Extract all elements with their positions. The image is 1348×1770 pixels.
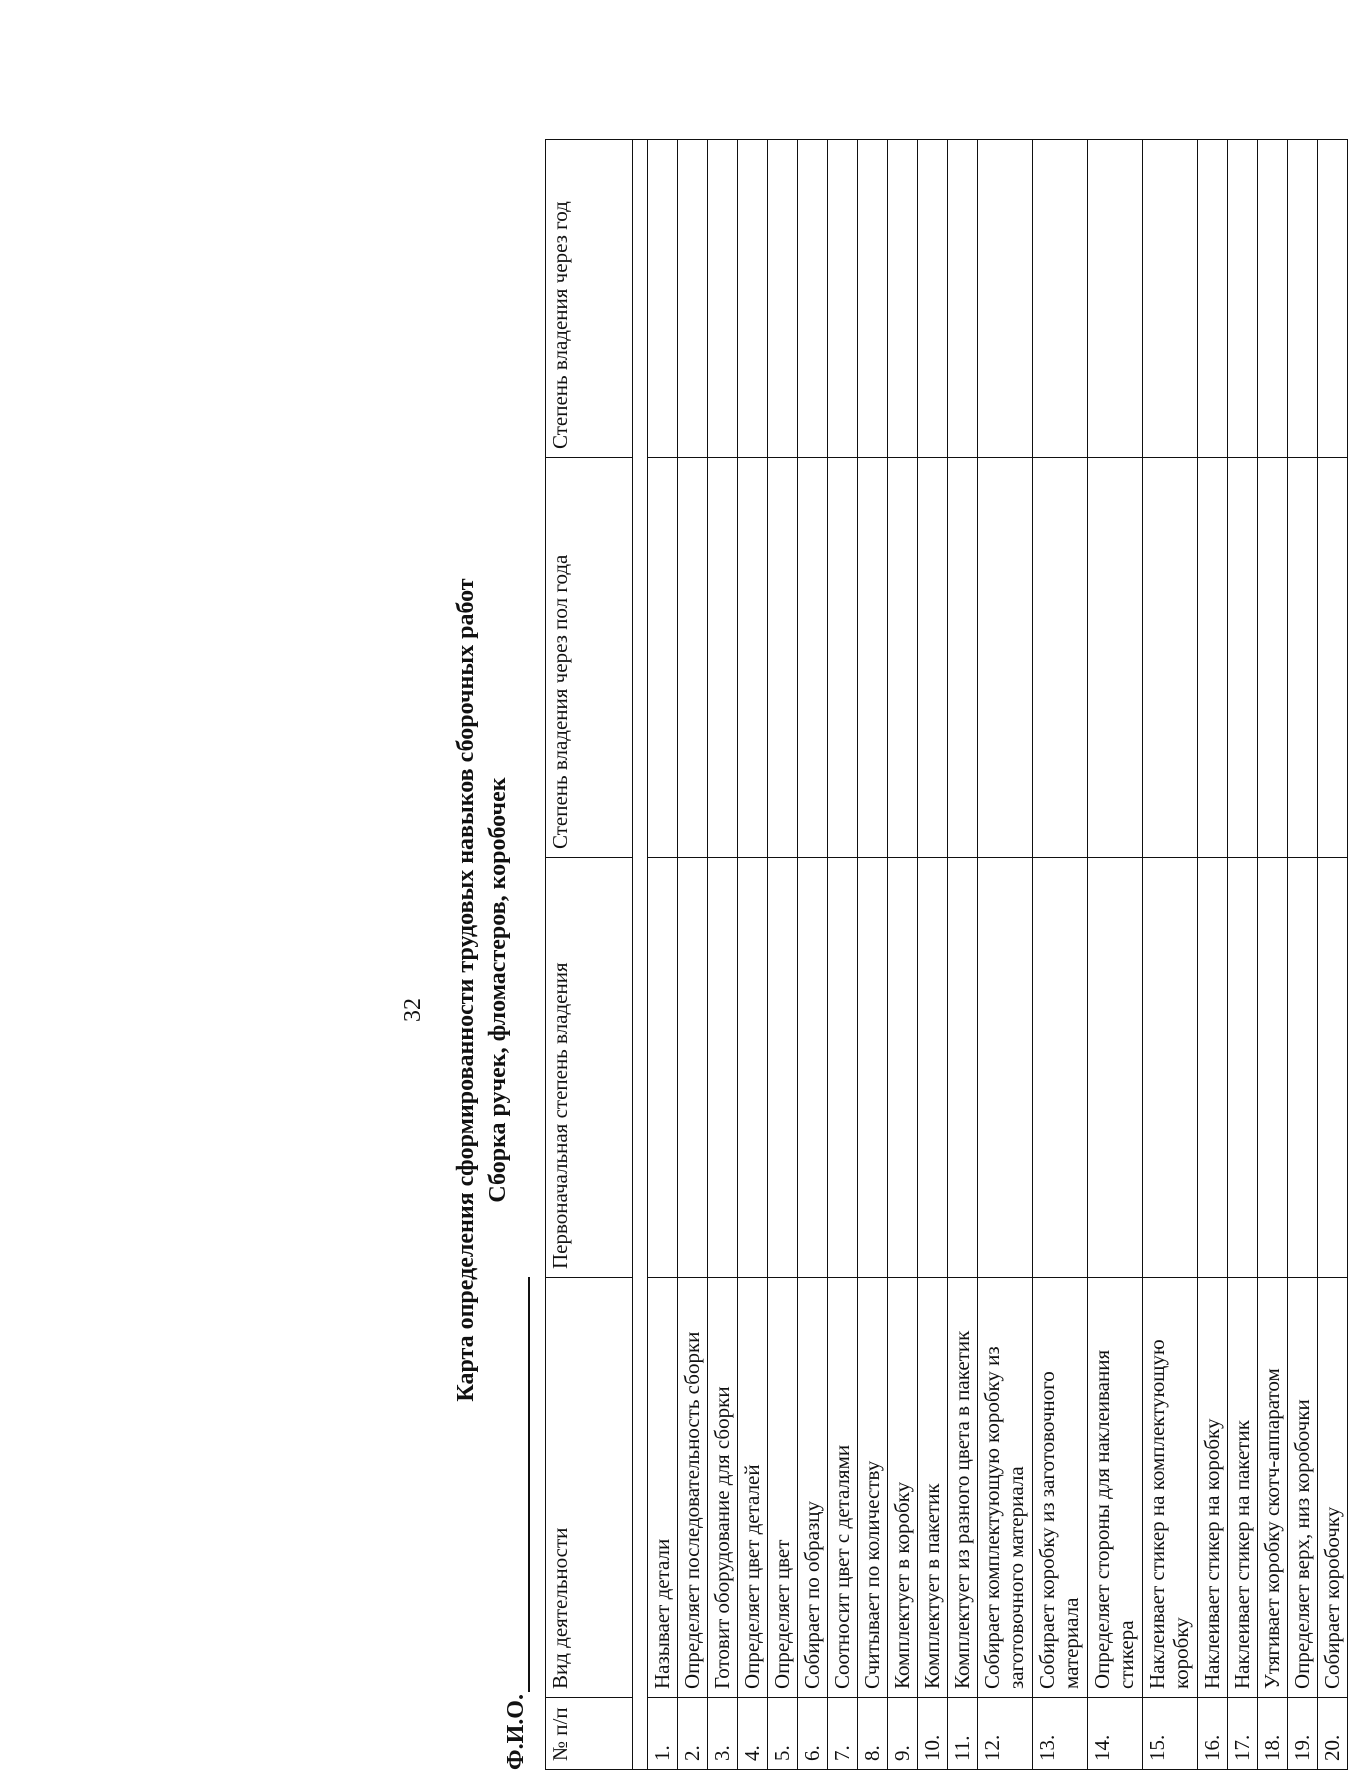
cell-half-year xyxy=(678,458,708,858)
cell-year xyxy=(1198,140,1228,458)
table-row xyxy=(678,140,708,1770)
table-row xyxy=(738,140,768,1770)
table-row xyxy=(1088,140,1143,1770)
cell-half-year xyxy=(1228,458,1258,858)
table-row xyxy=(633,140,648,1770)
row-num: 13. xyxy=(1033,1698,1088,1770)
cell-year xyxy=(708,140,738,458)
fio-field xyxy=(500,1277,530,1770)
table-row xyxy=(798,140,828,1770)
row-num: 19. xyxy=(1288,1698,1318,1770)
row-activity: Комплектует в коробку xyxy=(888,1278,918,1698)
table-row xyxy=(708,140,738,1770)
cell-year xyxy=(1033,140,1088,458)
cell-initial xyxy=(1198,858,1228,1278)
table-row xyxy=(858,140,888,1770)
cell-initial xyxy=(918,858,948,1278)
cell-half-year xyxy=(978,458,1033,858)
cell-year xyxy=(738,140,768,458)
cell-half-year xyxy=(648,458,678,858)
row-num: 3. xyxy=(708,1698,738,1770)
table-header-row xyxy=(546,140,633,1770)
cell-year xyxy=(888,140,918,458)
cell-initial xyxy=(708,858,738,1278)
table-row xyxy=(978,140,1033,1770)
cell-initial xyxy=(738,858,768,1278)
table-row xyxy=(1198,140,1228,1770)
cell-half-year xyxy=(888,458,918,858)
header-activity: Вид деятельности xyxy=(546,1278,633,1698)
table-row xyxy=(828,140,858,1770)
cell-half-year xyxy=(828,458,858,858)
row-num: 14. xyxy=(1088,1698,1143,1770)
table-row xyxy=(648,140,678,1770)
cell-initial xyxy=(768,858,798,1278)
cell-half-year xyxy=(1258,458,1288,858)
row-num: 16. xyxy=(1198,1698,1228,1770)
row-num: 8. xyxy=(858,1698,888,1770)
cell-initial xyxy=(1088,858,1143,1278)
page-subtitle: Сборка ручек, фломастеров, коробочек xyxy=(485,777,511,1203)
cell-year xyxy=(1228,140,1258,458)
table-row xyxy=(948,140,978,1770)
row-num: 4. xyxy=(738,1698,768,1770)
fio-label: Ф.И.О. xyxy=(503,1694,529,1770)
cell-year xyxy=(948,140,978,458)
cell-initial xyxy=(1228,858,1258,1278)
cell-year xyxy=(798,140,828,458)
row-activity: Называет детали xyxy=(648,1278,678,1698)
cell-initial xyxy=(888,858,918,1278)
cell-initial xyxy=(1143,858,1198,1278)
cell-half-year xyxy=(918,458,948,858)
table-row xyxy=(1228,140,1258,1770)
cell-initial xyxy=(1033,858,1088,1278)
rotated-page xyxy=(270,140,1344,1770)
cell-year xyxy=(678,140,708,458)
header-num: № п/п xyxy=(546,1698,633,1770)
row-num: 17. xyxy=(1228,1698,1258,1770)
table-row xyxy=(1318,140,1348,1770)
row-num: 10. xyxy=(918,1698,948,1770)
cell-half-year xyxy=(798,458,828,858)
cell-initial xyxy=(648,858,678,1278)
cell-half-year xyxy=(1143,458,1198,858)
row-activity: Готовит оборудование для сборки xyxy=(708,1278,738,1698)
table-row xyxy=(1143,140,1198,1770)
table-row xyxy=(888,140,918,1770)
row-num: 12. xyxy=(978,1698,1033,1770)
row-activity: Наклеивает стикер на комплектующую коробку xyxy=(1143,1278,1198,1698)
cell-year xyxy=(978,140,1033,458)
cell-half-year xyxy=(1318,458,1348,858)
row-activity: Наклеивает стикер на коробку xyxy=(1198,1278,1228,1698)
header-half-year: Степень владения через пол года xyxy=(546,458,633,858)
row-num: 2. xyxy=(678,1698,708,1770)
skills-table xyxy=(545,139,1348,1770)
cell-year xyxy=(918,140,948,458)
row-activity: Определяет цвет деталей xyxy=(738,1278,768,1698)
row-activity: Определяет последовательность сборки xyxy=(678,1278,708,1698)
page-title: Карта определения сформированности трудовых навыков сборочных работ xyxy=(453,578,479,1402)
row-activity: Собирает комплектующую коробку из заготовочного материала xyxy=(978,1278,1033,1698)
cell-year xyxy=(1143,140,1198,458)
cell-year xyxy=(1318,140,1348,458)
cell-initial xyxy=(1318,858,1348,1278)
row-num: 1. xyxy=(648,1698,678,1770)
cell-year xyxy=(1288,140,1318,458)
row-activity: Считывает по количеству xyxy=(858,1278,888,1698)
row-activity: Определяет цвет xyxy=(768,1278,798,1698)
cell-year xyxy=(1088,140,1143,458)
row-activity: Собирает коробку из заготовочного материала xyxy=(1033,1278,1088,1698)
row-num: 15. xyxy=(1143,1698,1198,1770)
cell-half-year xyxy=(738,458,768,858)
table-row xyxy=(1288,140,1318,1770)
cell-half-year xyxy=(948,458,978,858)
spacer-cell xyxy=(633,140,648,1770)
row-num: 11. xyxy=(948,1698,978,1770)
cell-initial xyxy=(828,858,858,1278)
cell-year xyxy=(768,140,798,458)
fio-blank-line xyxy=(500,1277,530,1692)
cell-half-year xyxy=(708,458,738,858)
header-year: Степень владения через год xyxy=(546,140,633,458)
table-row xyxy=(918,140,948,1770)
row-activity: Соотносит цвет с деталями xyxy=(828,1278,858,1698)
cell-year xyxy=(858,140,888,458)
table-row xyxy=(1033,140,1088,1770)
row-activity: Определяет стороны для наклеивания стикера xyxy=(1088,1278,1143,1698)
cell-half-year xyxy=(1088,458,1143,858)
page-number: 32 xyxy=(400,998,426,1022)
cell-half-year xyxy=(1288,458,1318,858)
cell-initial xyxy=(858,858,888,1278)
table-row xyxy=(768,140,798,1770)
row-num: 18. xyxy=(1258,1698,1288,1770)
cell-initial xyxy=(678,858,708,1278)
row-activity: Собирает коробочку xyxy=(1318,1278,1348,1698)
row-activity: Определяет верх, низ коробочки xyxy=(1288,1278,1318,1698)
cell-initial xyxy=(948,858,978,1278)
cell-half-year xyxy=(1033,458,1088,858)
row-num: 6. xyxy=(798,1698,828,1770)
row-num: 9. xyxy=(888,1698,918,1770)
cell-initial xyxy=(1288,858,1318,1278)
row-num: 20. xyxy=(1318,1698,1348,1770)
row-activity: Комплектует в пакетик xyxy=(918,1278,948,1698)
cell-year xyxy=(828,140,858,458)
table-row xyxy=(1258,140,1288,1770)
row-activity: Собирает по образцу xyxy=(798,1278,828,1698)
row-num: 7. xyxy=(828,1698,858,1770)
cell-year xyxy=(1258,140,1288,458)
cell-initial xyxy=(1258,858,1288,1278)
cell-half-year xyxy=(858,458,888,858)
cell-initial xyxy=(798,858,828,1278)
cell-half-year xyxy=(1198,458,1228,858)
header-initial: Первоначальная степень владения xyxy=(546,858,633,1278)
cell-initial xyxy=(978,858,1033,1278)
cell-half-year xyxy=(768,458,798,858)
row-activity: Комплектует из разного цвета в пакетик xyxy=(948,1278,978,1698)
row-activity: Наклеивает стикер на пакетик xyxy=(1228,1278,1258,1698)
row-num: 5. xyxy=(768,1698,798,1770)
cell-year xyxy=(648,140,678,458)
row-activity: Утягивает коробку скотч-аппаратом xyxy=(1258,1278,1288,1698)
